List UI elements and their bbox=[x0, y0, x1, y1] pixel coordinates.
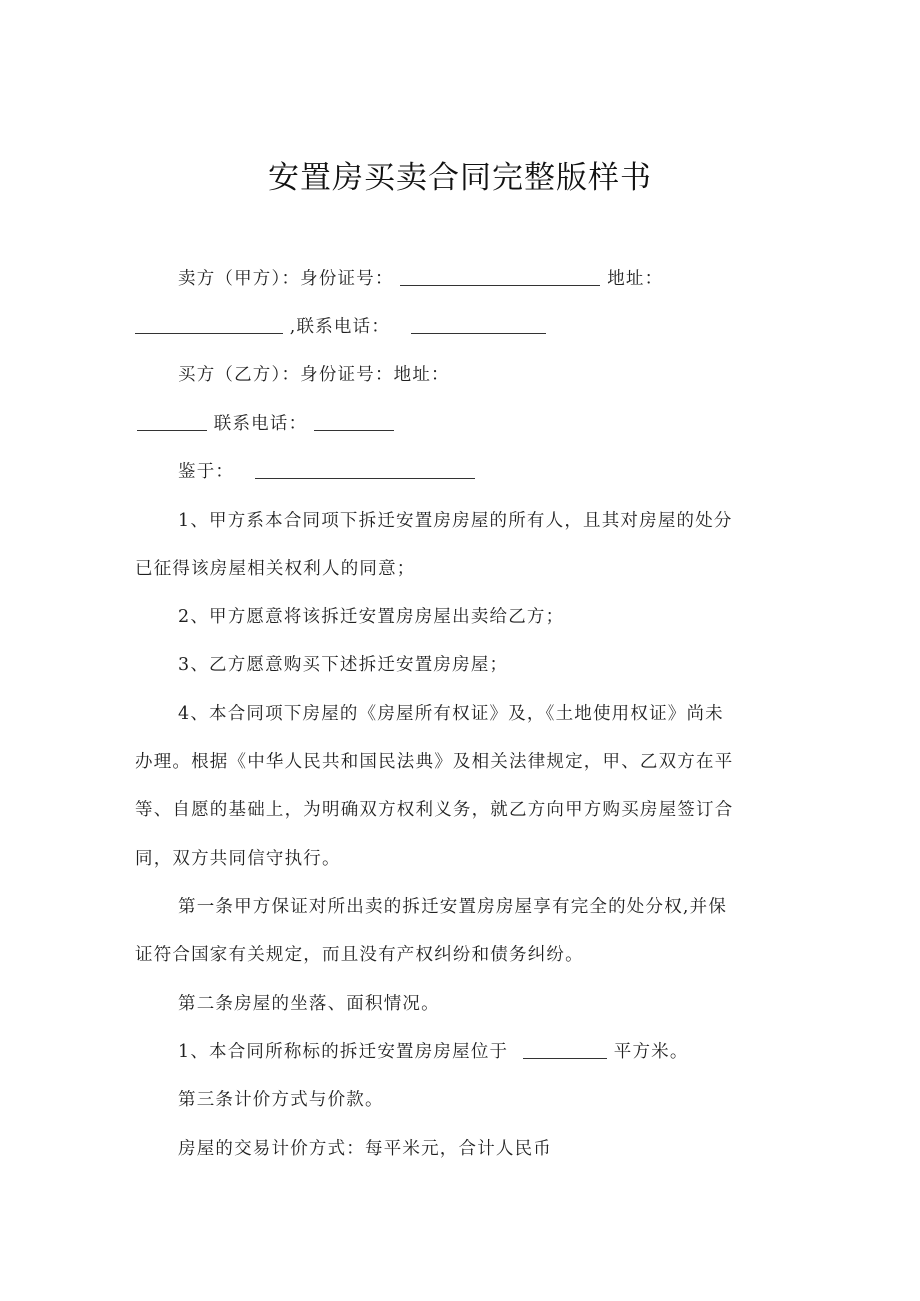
article-1-line-2: 证符合国家有关规定，而且没有产权纠纷和债务纠纷。 bbox=[135, 945, 584, 965]
article-1-line-1: 第一条甲方保证对所出卖的拆迁安置房房屋享有完全的处分权,并保 bbox=[178, 897, 728, 917]
seller-id-blank bbox=[400, 267, 600, 286]
seller-phone-blank bbox=[411, 315, 546, 334]
location-blank bbox=[523, 1040, 607, 1059]
buyer-address-blank bbox=[137, 412, 207, 431]
buyer-phone-line bbox=[137, 410, 394, 435]
seller-address-label: 地址： bbox=[607, 269, 664, 289]
article-2-item-1 bbox=[178, 1038, 689, 1063]
clause-4-line-3: 等、自愿的基础上，为明确双方权利义务，就乙方向甲方购买房屋签订合 bbox=[135, 800, 734, 820]
whereas-line bbox=[178, 458, 475, 483]
pricing-method-line: 房屋的交易计价方式：每平米元，合计人民币 bbox=[178, 1139, 552, 1159]
clause-3-line: 3、乙方愿意购买下述拆迁安置房房屋； bbox=[178, 655, 509, 675]
clause-1-line-2: 已征得该房屋相关权利人的同意； bbox=[135, 559, 416, 579]
area-unit-label: 平方米。 bbox=[613, 1042, 689, 1062]
article-3-heading: 第三条计价方式与价款。 bbox=[178, 1090, 384, 1110]
seller-id-line bbox=[178, 265, 663, 290]
whereas-label: 鉴于： bbox=[178, 462, 235, 482]
seller-address-blank bbox=[135, 315, 283, 334]
clause-4-line-1: 4、本合同项下房屋的《房屋所有权证》及，《土地使用权证》尚未 bbox=[178, 704, 724, 724]
document-title: 安置房买卖合同完整版样书 bbox=[268, 160, 652, 196]
seller-phone-label: ,联系电话： bbox=[289, 317, 391, 337]
clause-2-line: 2、甲方愿意将该拆迁安置房房屋出卖给乙方； bbox=[178, 607, 565, 627]
clause-4-line-4: 同，双方共同信守执行。 bbox=[135, 849, 341, 869]
whereas-blank bbox=[255, 460, 475, 479]
clause-4-line-2: 办理。根据《中华人民共和国民法典》及相关法律规定，甲、乙双方在平 bbox=[135, 752, 734, 772]
buyer-phone-blank bbox=[314, 412, 394, 431]
seller-id-label: 卖方（甲方）：身份证号： bbox=[178, 269, 394, 289]
buyer-id-line: 买方（乙方）：身份证号：地址： bbox=[178, 365, 450, 385]
clause-1-line-1: 1、甲方系本合同项下拆迁安置房房屋的所有人，且其对房屋的处分 bbox=[178, 511, 733, 531]
article-2-heading: 第二条房屋的坐落、面积情况。 bbox=[178, 994, 440, 1014]
buyer-phone-label: 联系电话： bbox=[213, 414, 308, 434]
seller-phone-line bbox=[135, 313, 546, 338]
location-label: 1、本合同所称标的拆迁安置房房屋位于 bbox=[178, 1042, 509, 1062]
